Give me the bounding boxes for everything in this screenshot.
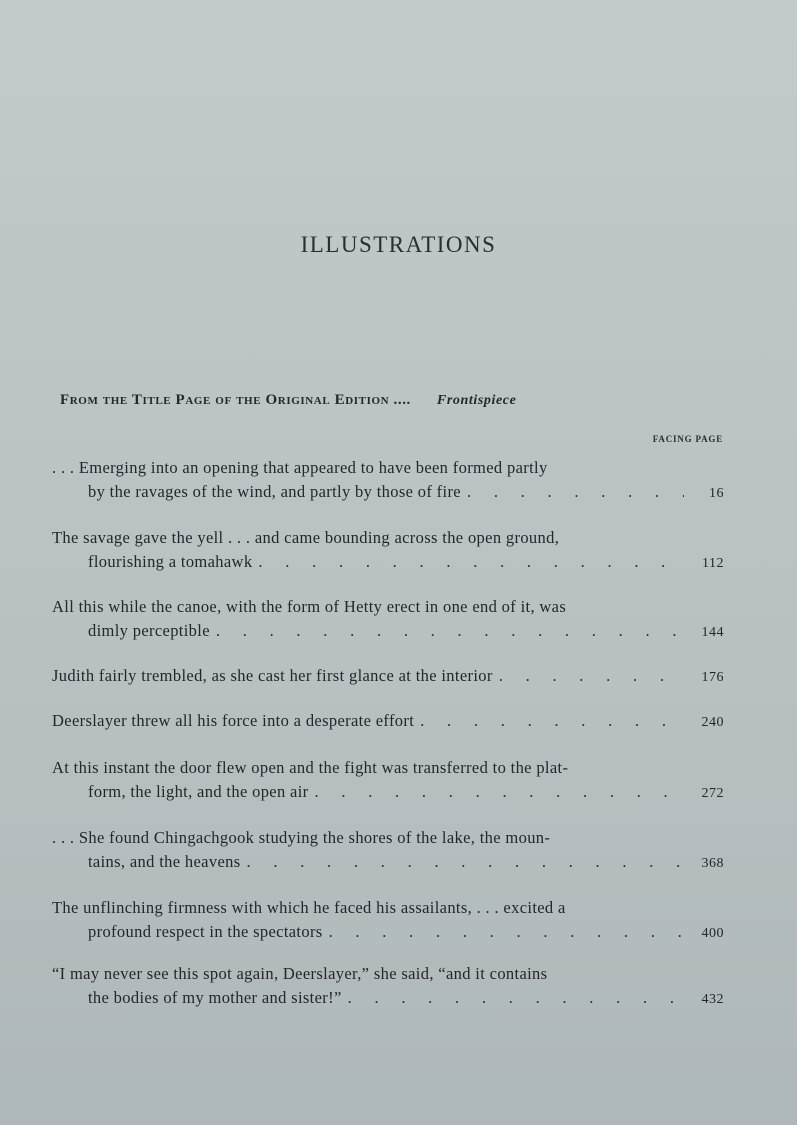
dot-leader [329,920,684,944]
entry-line-2: flourishing a tomahawk [88,552,253,571]
illustration-entry [52,826,724,876]
page-number: 144 [701,625,724,640]
entry-line-2: profound respect in the spectators [88,922,323,941]
entry-line-1: The savage gave the yell . . . and came bounding across the open ground, [52,528,560,547]
page-number: 432 [701,992,724,1007]
frontispiece-entry [60,392,700,409]
page-title: ILLUSTRATIONS [300,232,497,257]
illustration-entry [52,456,724,506]
illustration-entry [52,896,724,946]
illustration-entry [52,526,724,576]
page-number: 272 [701,786,724,801]
dot-leader [420,709,684,733]
entry-line-2: dimly perceptible [88,621,210,640]
page-number: 16 [709,486,724,501]
page-number: 400 [701,926,724,941]
entry-line-2: by the ravages of the wind, and partly by those of fire [88,482,461,501]
dot-leader [247,850,685,874]
entry-line-2-row [52,780,724,806]
entry-line-1: . . . She found Chingachgook studying the shores of the lake, the moun- [52,828,551,847]
dot-leader [258,550,684,574]
entry-line-2: the bodies of my mother and sister!” [88,988,342,1007]
entry-line-1: At this instant the door flew open and the fight was transferred to the plat- [52,758,569,777]
entry-line-2-row [52,850,724,876]
page-number: 368 [701,856,724,871]
dot-leader [348,986,684,1010]
entry-line-1: All this while the canoe, with the form of Hetty erect in one end of it, was [52,597,567,616]
frontispiece-placement: Frontispiece [436,393,517,408]
dot-leader [216,619,684,643]
dot-leader [315,780,685,804]
entry-line-1: Judith fairly trembled, as she cast her first glance at the interior [52,666,493,685]
entry-line-row [52,664,724,690]
illustration-entry [52,595,724,645]
entry-line-2-row [52,550,724,576]
dot-leader [467,480,684,504]
entry-line-2: tains, and the heavens [88,852,241,871]
frontispiece-label: From the Title Page of the Original Edition .... [60,392,411,408]
illustration-entry [52,709,724,735]
entry-line-1: . . . Emerging into an opening that appeared to have been formed partly [52,458,548,477]
page-number: 112 [702,556,724,571]
illustration-entry [52,962,724,1012]
facing-page-header: FACING PAGE [652,434,723,444]
entry-line-1: “I may never see this spot again, Deerslayer,” she said, “and it contains [52,964,548,983]
entry-line-1: The unflinching firmness with which he faced his assailants, . . . excited a [52,898,566,917]
entry-line-2-row [52,619,724,645]
illustration-entry [52,664,724,690]
entry-line-2-row [52,480,724,506]
entry-line-2: form, the light, and the open air [88,782,309,801]
dot-leader [499,664,684,688]
entry-line-row [52,709,724,735]
illustration-entry [52,756,724,806]
page-number: 176 [701,670,724,685]
page-number: 240 [701,715,724,730]
entry-line-2-row [52,920,724,946]
entry-line-1: Deerslayer threw all his force into a desperate effort [52,711,415,730]
entry-line-2-row [52,986,724,1012]
